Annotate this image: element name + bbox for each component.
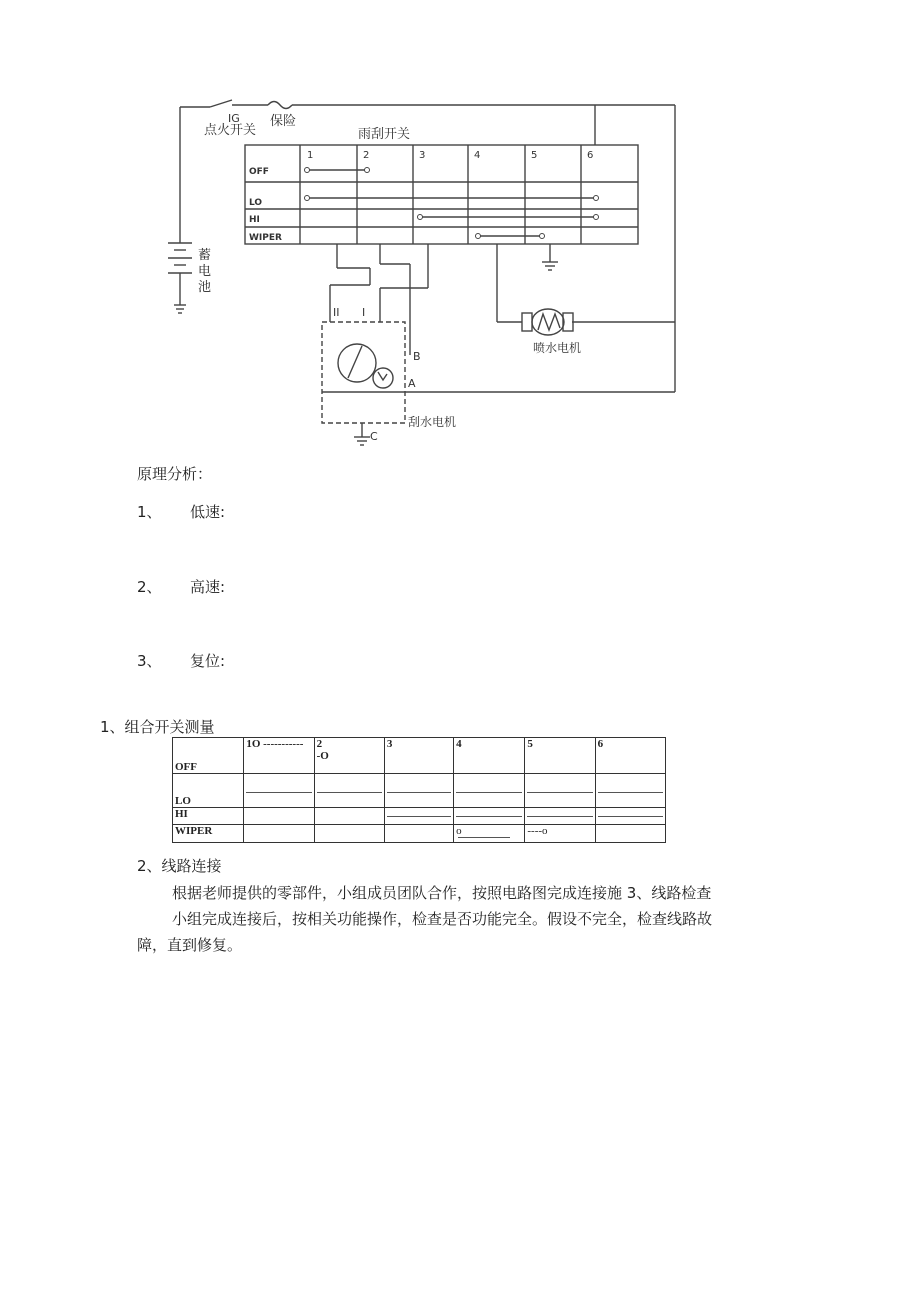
terminal-a: A xyxy=(408,377,416,390)
row-label-hi-cell: HI xyxy=(173,808,244,825)
col-label-1: 1 xyxy=(307,150,314,161)
table-cell xyxy=(525,774,595,808)
table-cell xyxy=(314,774,384,808)
table-row xyxy=(173,738,666,774)
table-cell xyxy=(384,774,453,808)
col-label-3: 3 xyxy=(419,150,426,161)
section2-line2: 小组完成连接后，按相关功能操作，检查是否功能完全。假设不完全，检查线路故 xyxy=(172,910,713,928)
wiper-col5-terminal: ----o xyxy=(527,825,548,837)
section1-heading: 1、组合开关测量 xyxy=(100,718,215,736)
table-cell xyxy=(454,825,525,843)
fuse-label: 保险 xyxy=(270,114,297,129)
table-cell xyxy=(454,774,525,808)
analysis-heading: 原理分析： xyxy=(137,465,213,483)
header-cell-6: 6 xyxy=(595,738,665,774)
row-label-lo: LO xyxy=(249,198,263,208)
col-label-4: 4 xyxy=(474,150,481,161)
row-label-wiper: WIPER xyxy=(249,233,282,243)
table-cell xyxy=(244,808,314,825)
measurement-table xyxy=(172,737,666,843)
row-label-wiper-cell: WIPER xyxy=(173,825,244,843)
table-cell xyxy=(314,825,384,843)
section2-heading: 2、线路连接 xyxy=(137,857,222,875)
section2-line1: 根据老师提供的零部件，小组成员团队合作，按照电路图完成连接施 3、线路检查 xyxy=(172,884,712,902)
row-label-hi: HI xyxy=(249,215,260,225)
wiper-circuit-diagram xyxy=(0,0,920,460)
analysis-item-2-num: 2、 xyxy=(137,578,162,596)
terminal-b: B xyxy=(413,350,421,363)
table-cell xyxy=(595,825,665,843)
header-cell-4: 4 xyxy=(454,738,525,774)
section2-line3: 障，直到修复。 xyxy=(137,936,243,954)
analysis-item-1-label: 低速: xyxy=(190,503,226,521)
header-cell-5: 5 xyxy=(525,738,595,774)
row-label-off-cell: OFF xyxy=(173,738,244,774)
switch-title: 雨刮开关 xyxy=(358,127,411,142)
wiper-col4-terminal: o xyxy=(456,825,462,837)
terminal-ii: II xyxy=(333,306,340,319)
table-cell xyxy=(525,808,595,825)
table-cell xyxy=(525,825,595,843)
table-cell xyxy=(595,774,665,808)
table-cell xyxy=(595,808,665,825)
header-cell-2: 2 -O xyxy=(314,738,384,774)
analysis-item-2-label: 高速: xyxy=(190,578,226,596)
col-label-2: 2 xyxy=(363,150,370,161)
table-cell xyxy=(244,825,314,843)
col-label-5: 5 xyxy=(531,150,538,161)
ignition-label: 点火开关 xyxy=(204,123,257,138)
terminal-i: I xyxy=(362,306,366,319)
table-row xyxy=(173,825,666,843)
analysis-item-1-num: 1、 xyxy=(137,503,162,521)
table-cell xyxy=(314,808,384,825)
analysis-item-3-num: 3、 xyxy=(137,652,162,670)
analysis-item-3-label: 复位: xyxy=(190,652,226,670)
header-cell-3: 3 xyxy=(384,738,453,774)
row-label-lo-cell: LO xyxy=(173,774,244,808)
washer-motor-label: 喷水电机 xyxy=(533,341,582,355)
table-row xyxy=(173,774,666,808)
battery-label: 蓄电池 xyxy=(198,248,212,295)
table-cell xyxy=(244,774,314,808)
wiper-motor-label: 刮水电机 xyxy=(408,415,457,429)
terminal-c: C xyxy=(370,430,378,443)
table-row xyxy=(173,808,666,825)
header-cell-1: 1O ----------- xyxy=(244,738,314,774)
col-label-6: 6 xyxy=(587,150,594,161)
table-cell xyxy=(384,808,453,825)
table-cell xyxy=(454,808,525,825)
ignition-top-label: IG xyxy=(228,112,240,125)
row-label-off: OFF xyxy=(249,167,269,177)
table-cell xyxy=(384,825,453,843)
